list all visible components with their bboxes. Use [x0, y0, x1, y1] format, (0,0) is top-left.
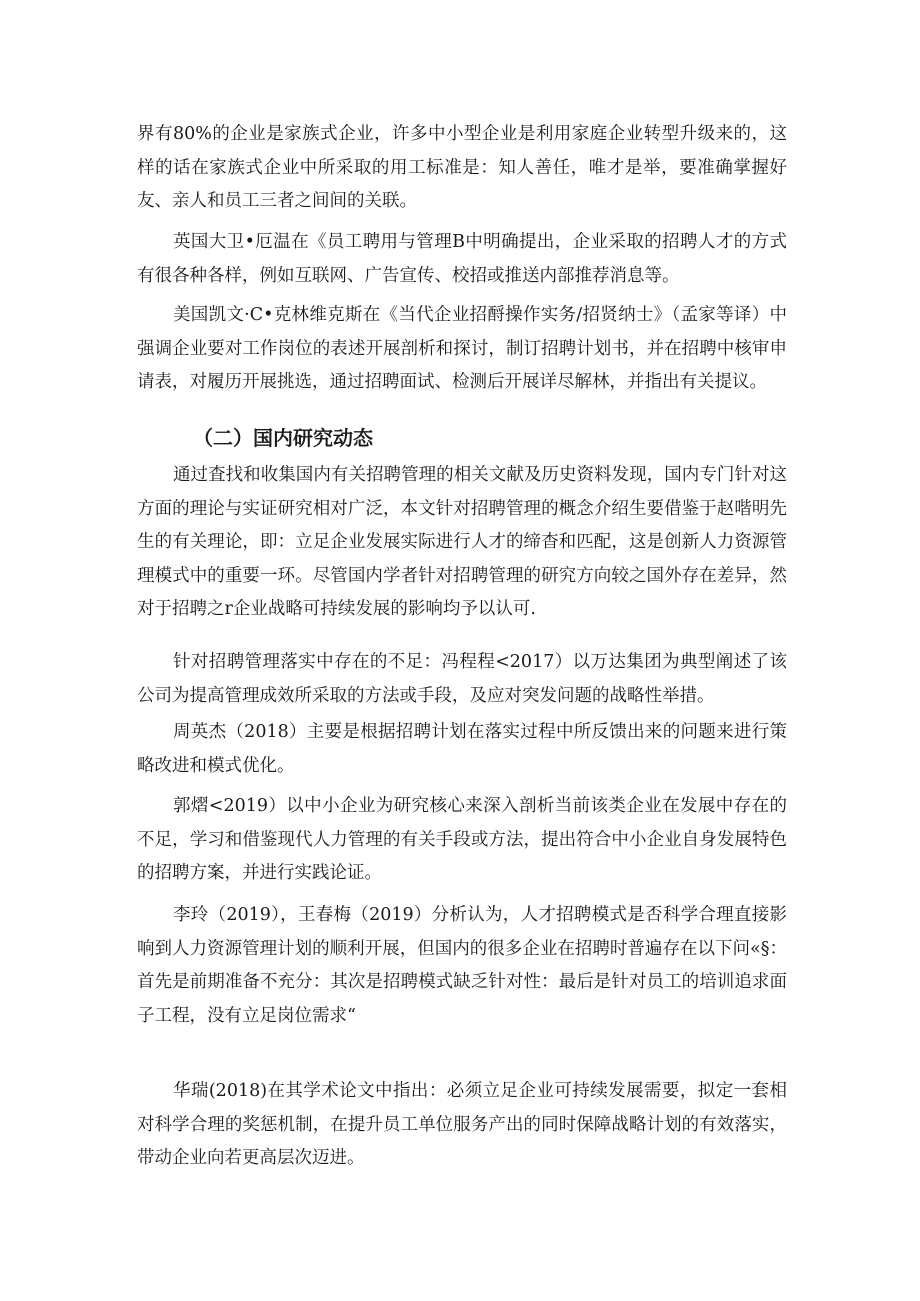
- paragraph-david-urwin: 英国大卫•厄温在《员工聘用与管理B中明确提出，企业采取的招聘人才的方式有很各种各样，例如互联网、广告宣传、校招或推送内部推荐消息等。: [137, 232, 787, 286]
- paragraph-guo-yi: 郭熠<2019）以中小企业为研究核心来深入剖析当前该类企业在发展中存在的不足，学习和借鉴现代人力管理的有关手段或方法，提出符合中小企业自身发展特色的招聘方案，并进行实践论证。: [137, 796, 787, 883]
- paragraph-family-business: 界有80%的企业是家族式企业，许多中小型企业是利用家庭企业转型升级来的，这样的话在家族式企业中所采取的用工标准是：知人善任，唯才是举，要准确掌握好友、亲人和员工三者之间间的关联。: [137, 124, 787, 211]
- paragraph-zhou-yingjie: 周英杰（2018）主要是根据招聘计划在落实过程中所反馈出来的问题来进行策略改进和模式优化。: [137, 722, 787, 776]
- paragraph-hua-rui: 华瑞(2018)在其学术论文中指出：必须立足企业可持续发展需要，拟定一套相对科学合理的奖惩机制，在提升员工单位服务产出的同时保障战略计划的有效落实，带动企业向若更高层次迈进。: [137, 1081, 787, 1168]
- paragraph-li-ling-wang-chunmei: 李玲（2019），王春梅（2019）分析认为，人才招聘模式是否科学合理直接影响到人力资源管理计划的顺利开展，但国内的很多企业在招聘时普遍存在以下问«§：首先是前期准备不充分：其次是招聘模式缺乏针对性：最后是针对员工的培训追求面子工程，没有立足岗位需求“: [137, 905, 787, 1026]
- paragraph-feng-chengcheng: 针对招聘管理落实中存在的不足：冯程程<2017）以万达集团为典型阐述了该公司为提高管理成效所采取的方法或手段，及应对突发问题的战略性举措。: [137, 652, 787, 706]
- paragraph-kevin-klinvex: 美国凯文·C•克林维克斯在《当代企业招酹操作实务/招贤纳士》（孟家等译）中强调企业要对工作岗位的表述开展剖析和探讨，制订招聘计划书，并在招聘中核审申请表，对履历开展挑选，通过招聘面试、检测后开展详尽解林，并指出有关提议。: [137, 305, 787, 392]
- paragraph-domestic-overview: 通过査找和收集国内有关招聘管理的相关文献及历史资料发现，国内专门针对这方面的理论与实证研究相对广泛，本文针对招聘管理的概念介绍生要借鉴于赵喈明先生的有关理论，即：立足企业发展实际进行人才的缔杳和匹配，这是创新人力资源管理模式中的重要一环。尽管国内学者针对招聘管理的研究方向较之国外存在差异，然对于招聘之r企业战略可持续发展的影响均予以认可.: [137, 465, 787, 619]
- section-heading-domestic-research: （二）国内研究动态: [193, 426, 373, 450]
